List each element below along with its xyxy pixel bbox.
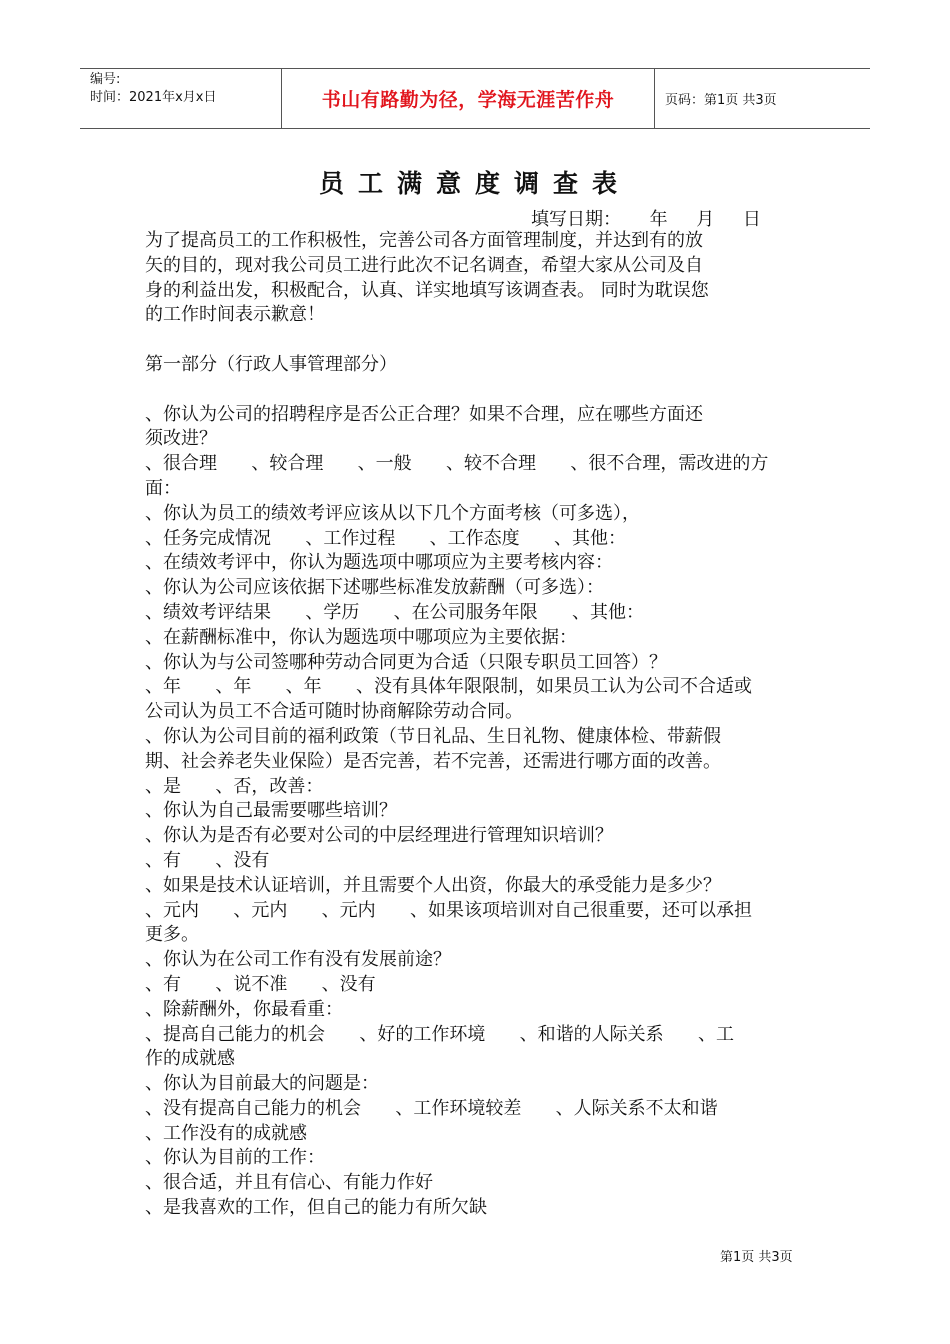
question-line: 、工作没有的成就感 <box>145 1122 307 1144</box>
question-line: 、你认为在公司工作有没有发展前途？ <box>145 949 451 971</box>
header-page-info: 页码：第1页 共3页 <box>665 93 777 108</box>
question-line: 、没有提高自己能力的机会 、工作环境较差 、人际关系不太和谐 <box>145 1097 718 1119</box>
question-line: 、你认为公司应该依据下述哪些标准发放薪酬（可多选）： <box>145 577 604 599</box>
question-line: 、有 、没有 <box>145 849 270 871</box>
question-line: 须改进？ <box>145 428 217 450</box>
question-line: 、有 、说不准 、没有 <box>145 973 376 995</box>
question-line: 公司认为员工不合适可随时协商解除劳动合同。 <box>145 701 523 723</box>
question-line: 作的成就感 <box>145 1048 235 1070</box>
question-line: 、是 、否，改善： <box>145 775 324 797</box>
intro-line: 矢的目的，现对我公司员工进行此次不记名调查，希望大家从公司及自 <box>145 254 703 276</box>
question-line: 、在绩效考评中，你认为题选项中哪项应为主要考核内容： <box>145 552 613 574</box>
page-footer: 第1页 共3页 <box>720 1250 793 1265</box>
question-line: 、你认为自己最需要哪些培训？ <box>145 800 397 822</box>
question-line: 面： <box>145 477 181 499</box>
question-list <box>145 403 815 1221</box>
document-title: 员工满意度调查表 <box>318 169 631 198</box>
intro-line: 为了提高员工的工作积极性，完善公司各方面管理制度，并达到有的放 <box>145 230 703 251</box>
question-line: 期、社会养老失业保险）是否完善，若不完善，还需进行哪方面的改善。 <box>145 750 721 772</box>
header-meta <box>80 69 281 128</box>
question-line: 、在薪酬标准中，你认为题选项中哪项应为主要依据： <box>145 626 577 648</box>
question-line: 、任务完成情况 、工作过程 、工作态度 、其他： <box>145 527 626 549</box>
intro-line: 的工作时间表示歉意！ <box>145 304 325 326</box>
question-line: 、如果是技术认证培训，并且需要个人出资，你最大的承受能力是多少？ <box>145 874 721 896</box>
question-line: 、除薪酬外，你最看重： <box>145 998 343 1020</box>
header-code-label: 编号: <box>90 72 121 87</box>
question-line: 、年 、年 、年 、没有具体年限限制，如果员工认为公司不合适或 <box>145 676 752 698</box>
question-line: 更多。 <box>145 924 199 946</box>
fill-date-line: 填写日期： 年 月 日 <box>531 209 761 230</box>
header-motto: 书山有路勤为径，学海无涯苦作舟 <box>321 89 615 111</box>
question-line: 、你认为与公司签哪种劳动合同更为合适（只限专职员工回答）？ <box>145 651 667 673</box>
question-line: 、你认为目前的工作： <box>145 1147 325 1169</box>
question-line: 、你认为员工的绩效考评应该从以下几个方面考核（可多选）， <box>145 502 640 524</box>
document-body <box>145 229 815 1221</box>
question-line: 、是我喜欢的工作，但自己的能力有所欠缺 <box>145 1197 487 1219</box>
question-line: 、你认为目前最大的问题是： <box>145 1073 379 1095</box>
intro-line: 身的利益出发，积极配合，认真、详实地填写该调查表。 同时为耽误您 <box>145 279 709 301</box>
spacer <box>145 378 815 403</box>
question-line: 、你认为公司的招聘程序是否公正合理？如果不合理，应在哪些方面还 <box>145 403 703 425</box>
question-line: 、你认为公司目前的福利政策（节日礼品、生日礼物、健康体检、带薪假 <box>145 725 721 747</box>
question-line: 、很合理 、较合理 、一般 、较不合理 、很不合理，需改进的方 <box>145 453 769 475</box>
question-line: 、元内 、元内 、元内 、如果该项培训对自己很重要，还可以承担 <box>145 899 752 921</box>
question-line: 、你认为是否有必要对公司的中层经理进行管理知识培训？ <box>145 825 613 847</box>
section-title: 第一部分（行政人事管理部分） <box>145 353 397 375</box>
question-line: 、绩效考评结果 、学历 、在公司服务年限 、其他： <box>145 601 644 623</box>
header-motto-cell <box>281 69 655 128</box>
page-header <box>80 68 870 129</box>
header-page-cell <box>655 69 870 128</box>
header-time-label: 时间：2021年x月x日 <box>90 90 217 105</box>
question-line: 、提高自己能力的机会 、好的工作环境 、和谐的人际关系 、工 <box>145 1023 734 1045</box>
question-line: 、很合适，并且有信心、有能力作好 <box>145 1172 433 1194</box>
spacer <box>145 328 815 353</box>
